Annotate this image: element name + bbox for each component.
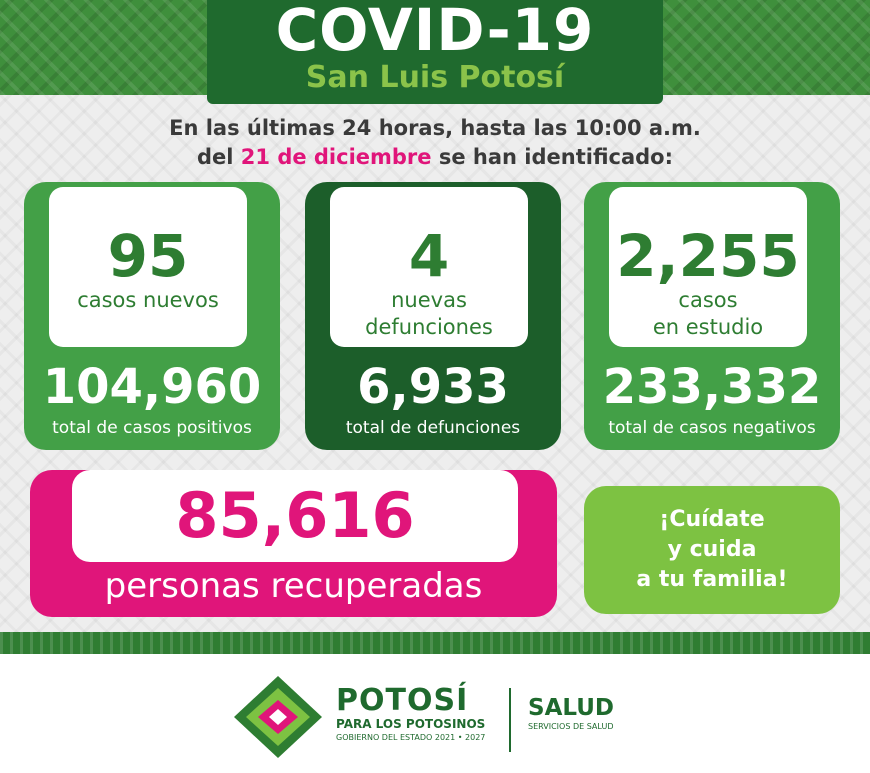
decorative-pattern-bottom	[0, 632, 870, 654]
new-cases-label: casos nuevos	[77, 288, 219, 312]
new-cases-value: 95	[107, 222, 189, 290]
salud-name: SALUD	[528, 695, 614, 721]
recovered-value: 85,616	[175, 479, 415, 552]
header-banner	[207, 0, 663, 104]
potosi-brand	[336, 685, 496, 745]
total-positive-label: total de casos positivos	[52, 418, 252, 438]
intro-date: 21 de diciembre	[240, 145, 432, 169]
brand-name: POTOSÍ	[336, 683, 469, 718]
potosi-logo-icon	[232, 674, 324, 760]
total-positive-value: 104,960	[42, 359, 262, 415]
care-line-1: ¡Cuídate	[659, 507, 765, 532]
intro-prefix: del	[196, 145, 234, 169]
brand-tagline: PARA LOS POTOSINOS	[336, 717, 486, 731]
intro-text	[130, 114, 740, 172]
intro-suffix: se han identificado:	[438, 145, 673, 169]
page-subtitle: San Luis Potosí	[305, 60, 565, 95]
intro-line-2	[130, 143, 740, 172]
brand-government: GOBIERNO DEL ESTADO 2021 • 2027	[336, 733, 486, 742]
care-line-3: a tu familia!	[636, 567, 788, 592]
care-line-2: y cuida	[667, 537, 757, 562]
new-deaths-value: 4	[408, 222, 450, 290]
card-in-study	[584, 182, 840, 450]
in-study-value: 2,255	[616, 222, 800, 290]
card-deaths-panel	[330, 187, 528, 347]
new-deaths-label-2: defunciones	[365, 315, 493, 339]
in-study-label-1: casos	[678, 288, 738, 312]
in-study-label-2: en estudio	[652, 315, 764, 339]
new-deaths-label-1: nuevas	[391, 288, 467, 312]
total-negative-label: total de casos negativos	[608, 418, 816, 438]
card-new-cases	[24, 182, 280, 450]
total-deaths-value: 6,933	[357, 359, 509, 415]
recovered-label: personas recuperadas	[104, 566, 483, 606]
footer-divider	[509, 688, 511, 752]
care-message-card	[584, 486, 840, 614]
card-deaths	[305, 182, 561, 450]
card-new-cases-panel	[49, 187, 247, 347]
total-deaths-label: total de defunciones	[345, 418, 521, 438]
card-in-study-panel	[609, 187, 807, 347]
total-negative-value: 233,332	[602, 359, 822, 415]
recovered-card	[30, 470, 557, 617]
salud-subtitle: SERVICIOS DE SALUD	[528, 722, 614, 731]
page-title: COVID-19	[275, 0, 595, 64]
intro-line-1: En las últimas 24 horas, hasta las 10:00 a.m.	[169, 116, 701, 140]
recovered-panel	[72, 470, 518, 562]
salud-brand	[528, 695, 648, 733]
